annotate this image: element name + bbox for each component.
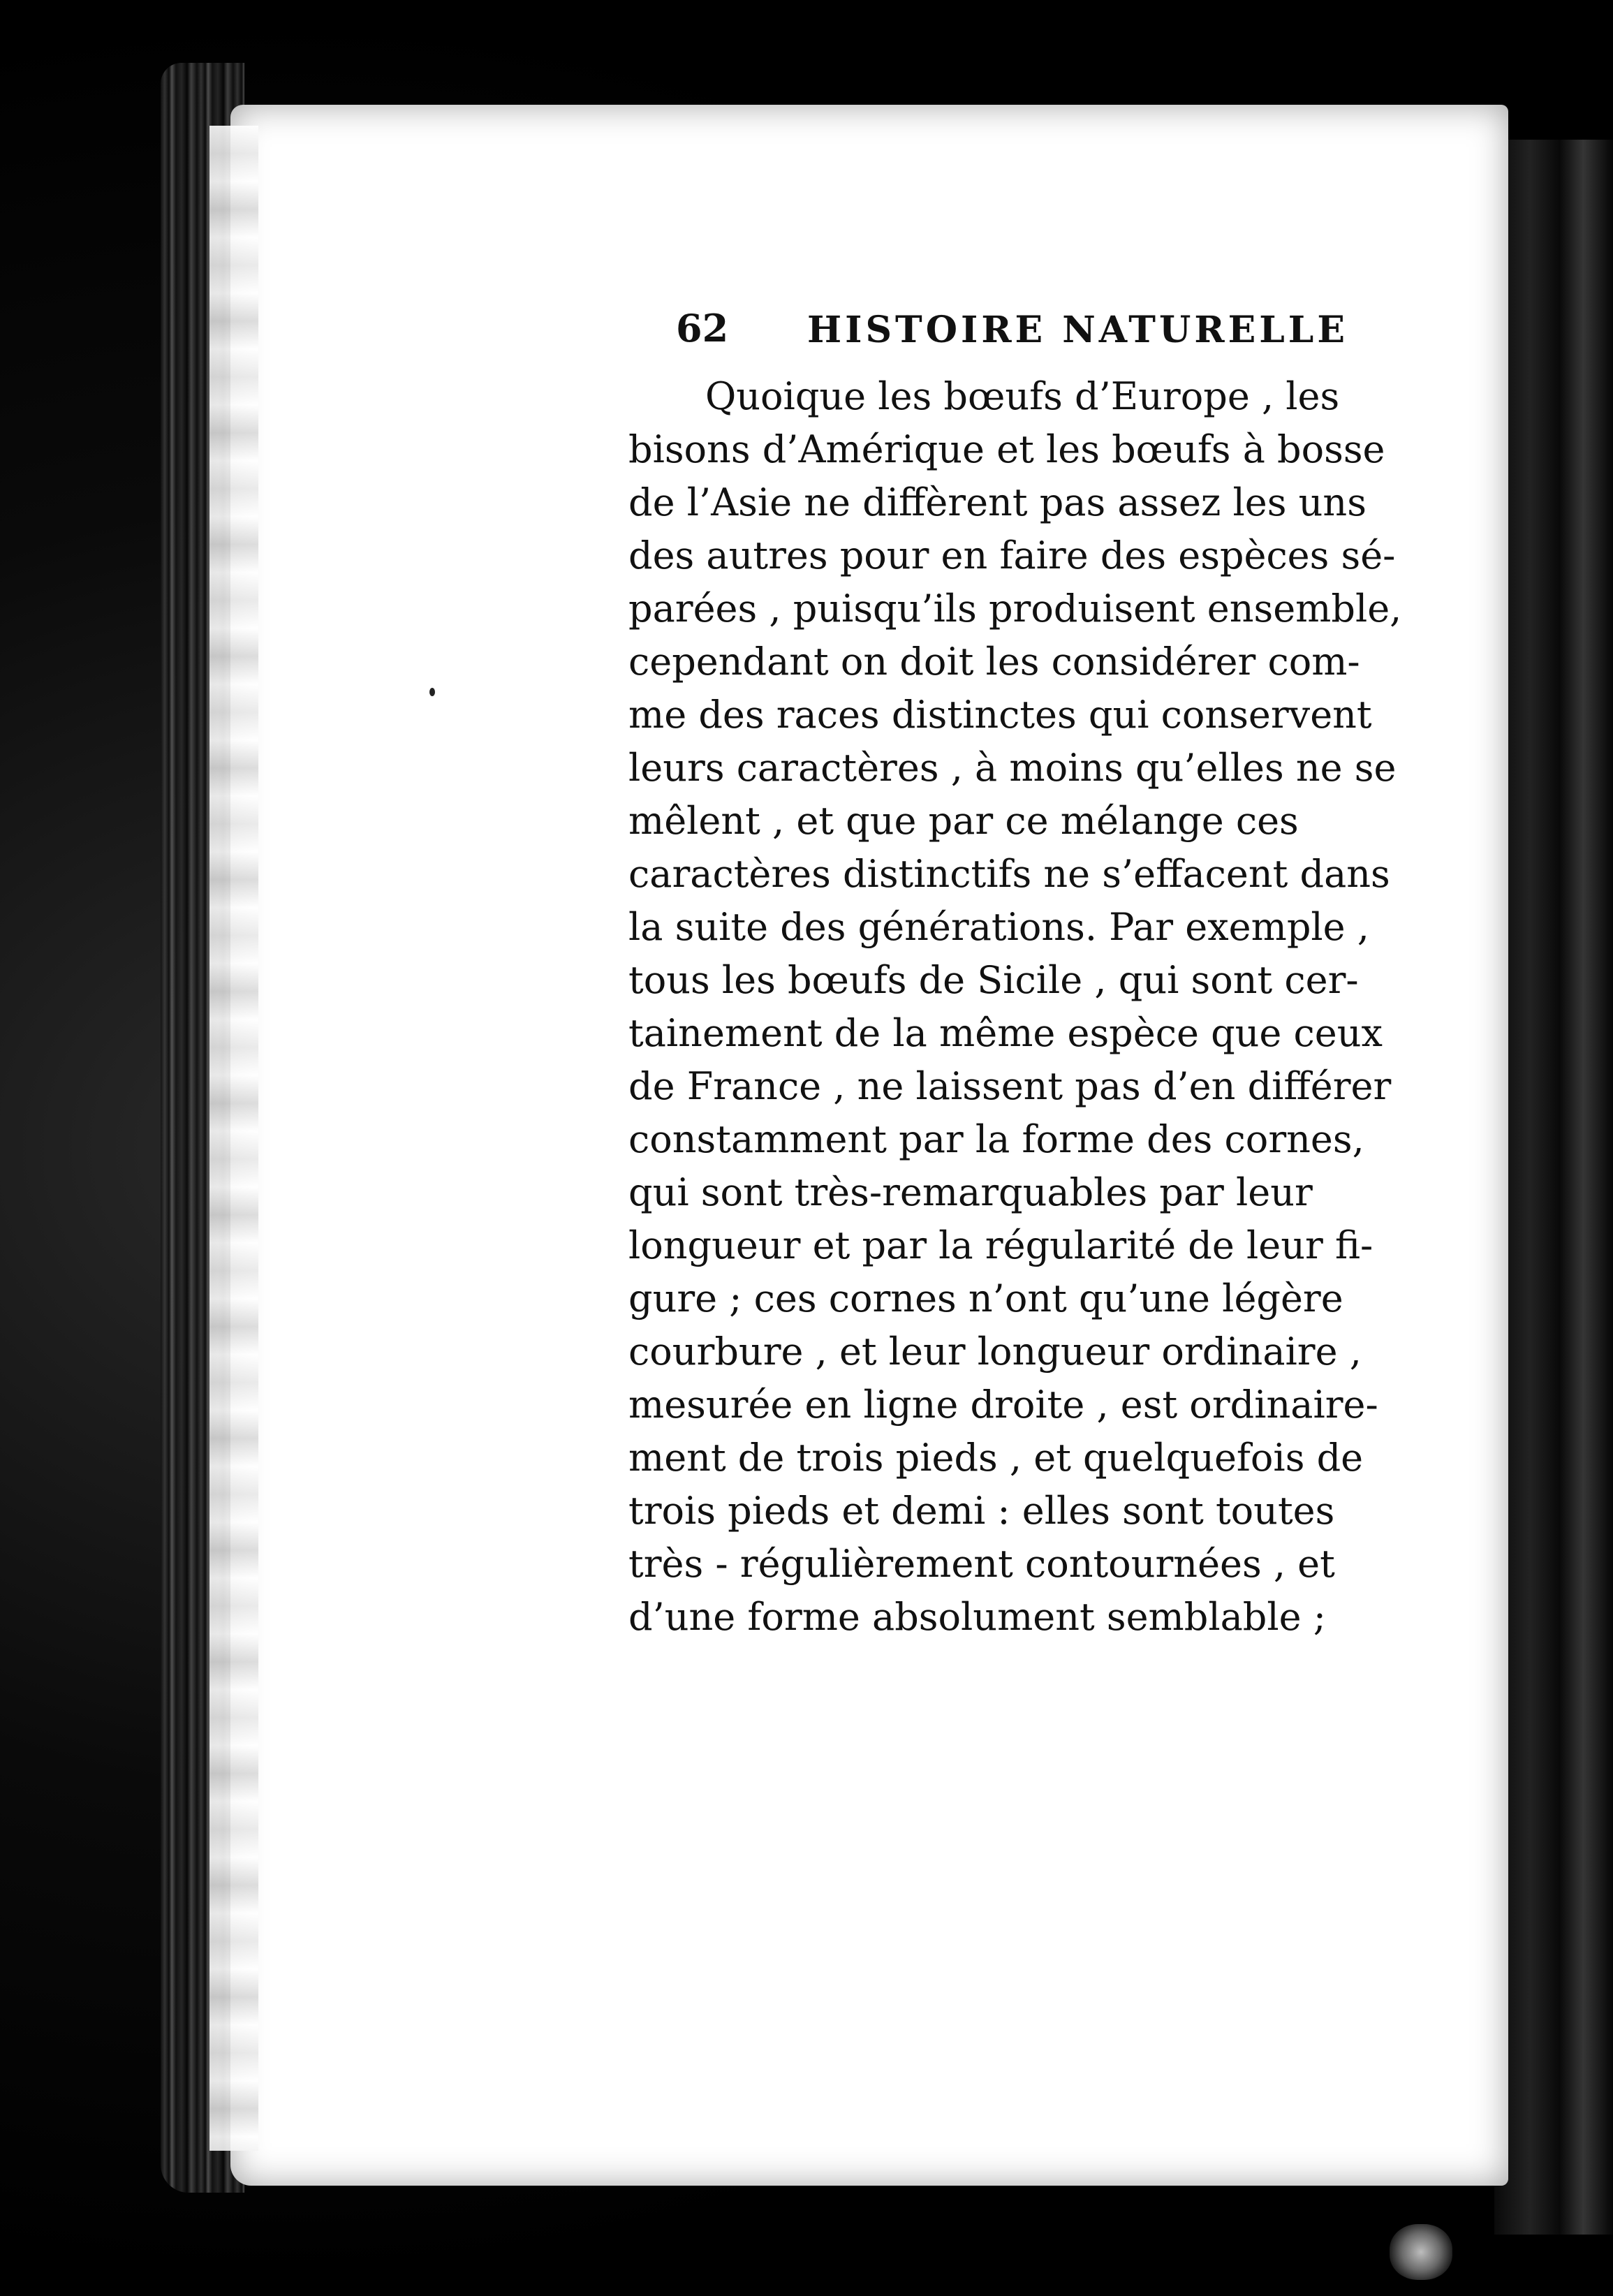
- corner-blot: [1390, 2224, 1452, 2280]
- text-line: trois pieds et demi : elles sont toutes: [628, 1489, 1335, 1533]
- page-number: 62: [676, 306, 729, 351]
- page-torn-edge: [209, 126, 258, 2151]
- text-line: très - régulièrement contournées , et: [628, 1542, 1335, 1586]
- text-line: de France , ne laissent pas d’en différer: [628, 1064, 1392, 1108]
- text-line: Quoique les bœufs d’Europe , les: [705, 374, 1340, 418]
- text-line: caractères distinctifs ne s’effacent dans: [628, 852, 1390, 896]
- text-line: constamment par la forme des cornes,: [628, 1117, 1364, 1161]
- text-line: la suite des générations. Par exemple ,: [628, 905, 1369, 949]
- text-line: gure ; ces cornes n’ont qu’une légère: [628, 1276, 1343, 1320]
- body-text: [628, 370, 1431, 1644]
- text-line: de l’Asie ne diffèrent pas assez les uns: [628, 480, 1367, 524]
- text-line: qui sont très-remarquables par leur: [628, 1170, 1313, 1214]
- text-line: d’une forme absolument semblable ;: [628, 1595, 1326, 1639]
- text-line: me des races distinctes qui conservent: [628, 693, 1372, 737]
- running-title: HISTOIRE NATURELLE: [807, 309, 1348, 351]
- text-line: ment de trois pieds , et quelquefois de: [628, 1436, 1364, 1480]
- text-line: bisons d’Amérique et les bœufs à bosse: [628, 427, 1385, 471]
- book-edge-right: [1494, 140, 1613, 2235]
- text-line: tainement de la même espèce que ceux: [628, 1011, 1383, 1055]
- text-line: leurs caractères , à moins qu’elles ne se: [628, 746, 1397, 790]
- text-line: des autres pour en faire des espèces sé-: [628, 533, 1396, 577]
- text-line: cependant on doit les considérer com-: [628, 640, 1360, 684]
- text-line: mêlent , et que par ce mélange ces: [628, 799, 1299, 843]
- ink-speck: [429, 688, 435, 696]
- text-line: mesurée en ligne droite , est ordinaire-: [628, 1383, 1378, 1427]
- text-line: longueur et par la régularité de leur fi-: [628, 1223, 1373, 1267]
- text-line: parées , puisqu’ils produisent ensemble,: [628, 587, 1402, 631]
- page-header: [676, 300, 1374, 363]
- text-line: tous les bœufs de Sicile , qui sont cer-: [628, 958, 1359, 1002]
- text-line: courbure , et leur longueur ordinaire ,: [628, 1330, 1362, 1374]
